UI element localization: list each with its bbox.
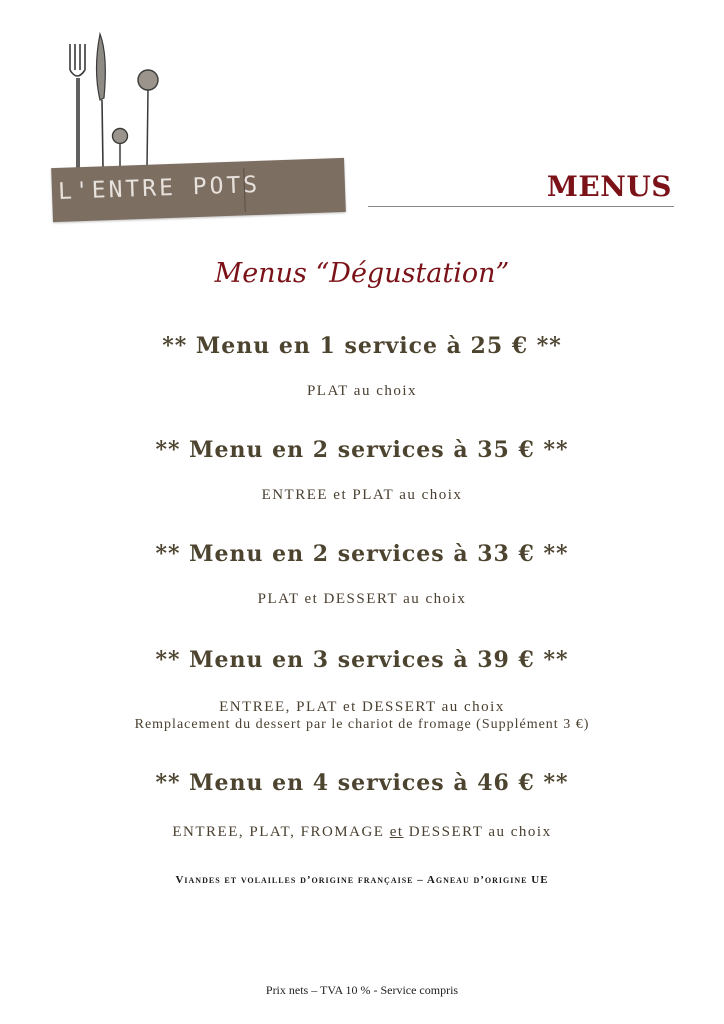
restaurant-logo xyxy=(48,30,348,225)
menu-title: ** Menu en 2 services à 33 € ** xyxy=(155,541,569,567)
page-title: MENUS xyxy=(546,170,672,203)
logo-text-left: L'ENTRE xyxy=(57,174,177,205)
menu-item-4 xyxy=(0,647,724,733)
menu-description: PLAT au choix xyxy=(306,383,418,399)
menu-title: ** Menu en 4 services à 46 € ** xyxy=(155,770,569,796)
price-footer: Prix nets – TVA 10 % - Service compris xyxy=(265,983,459,997)
menu-description-part: ENTREE, PLAT, FROMAGE xyxy=(172,824,390,840)
cutlery-and-plants-icon xyxy=(62,30,192,170)
logo-text-right: POTS xyxy=(192,171,261,201)
menu-description-part: DESSERT au choix xyxy=(403,824,552,840)
menu-title: ** Menu en 3 services à 39 € ** xyxy=(155,647,569,673)
menu-title: ** Menu en 2 services à 35 € ** xyxy=(155,437,569,463)
menu-item-3 xyxy=(0,541,724,608)
menu-item-5 xyxy=(0,770,724,841)
menu-note: Remplacement du dessert par le chariot de fromage (Supplément 3 €) xyxy=(134,717,590,732)
header-divider xyxy=(368,206,674,207)
menu-title: ** Menu en 1 service à 25 € ** xyxy=(162,333,562,359)
menu-description: PLAT et DESSERT au choix xyxy=(257,591,467,607)
origin-note: Viandes et volailles d’origine française – Agneau d’origine UE xyxy=(175,874,549,886)
menu-item-2 xyxy=(0,437,724,504)
menu-item-1 xyxy=(0,333,724,400)
menu-description: ENTREE et PLAT au choix xyxy=(261,487,463,503)
menu-description xyxy=(0,824,724,841)
menu-description: ENTREE, PLAT et DESSERT au choix xyxy=(219,699,505,715)
menu-description-underlined: et xyxy=(389,824,404,840)
section-subtitle: Menus “Dégustation” xyxy=(214,258,510,289)
